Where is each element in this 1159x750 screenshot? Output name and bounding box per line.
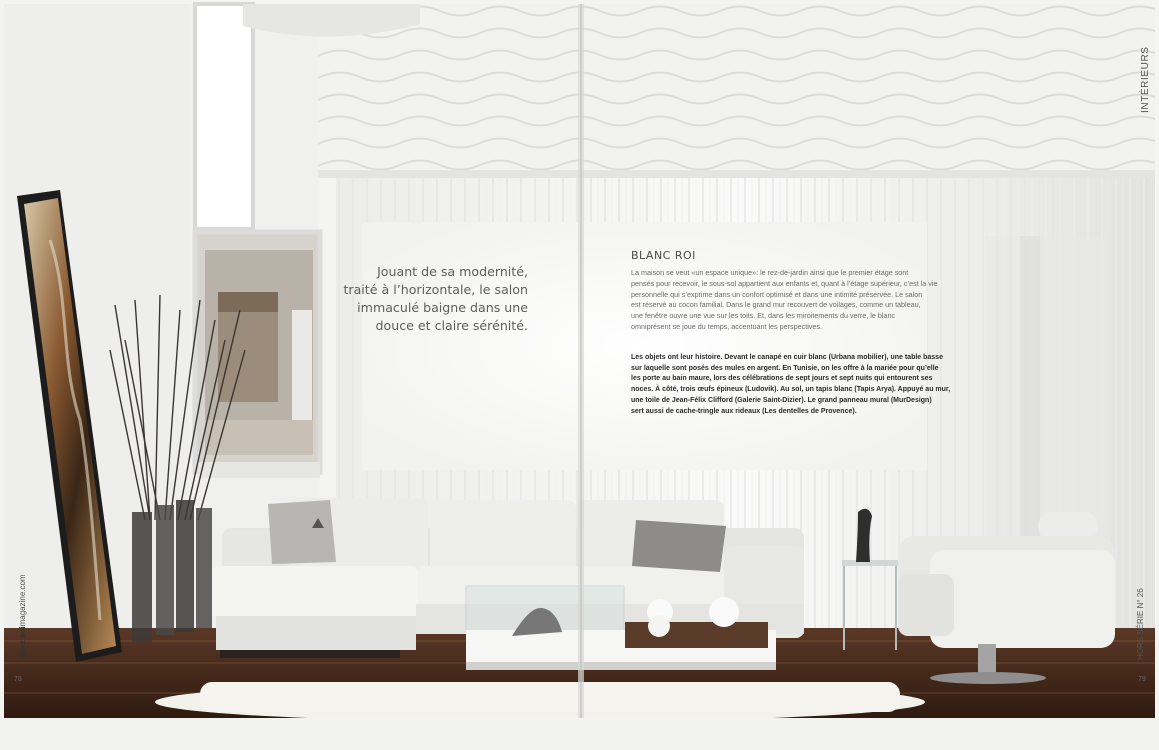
article-paragraph-intro bbox=[631, 268, 951, 333]
page-number-right: 79 bbox=[1138, 676, 1146, 683]
paragraph-line: sert aussi de cache-tringle aux rideaux (Les dentelles de Provence). bbox=[631, 407, 857, 415]
issue-series: HORS SÉRIE N° 26 bbox=[1136, 588, 1145, 660]
paragraph-line: est réservé au cocon familial. Dans le grand mur recouvert de voilages, comme un tableau, bbox=[631, 300, 921, 310]
pull-quote-line: Jouant de sa modernité, bbox=[377, 264, 528, 279]
article-heading: BLANC ROI bbox=[631, 249, 696, 262]
pull-quote-line: immaculé baigne dans une bbox=[357, 300, 528, 315]
paragraph-line: pensés pour recevoir, le sous-sol appartient aux enfants et, quant à l’étage supérieur, c’est la vie bbox=[631, 278, 938, 288]
website-domain: magazine.com bbox=[18, 574, 27, 627]
paragraph-line: une toile de Jean-Félix Clifford (Galerie Saint-Dizier). Le grand panneau mural (MurDesign) bbox=[631, 396, 932, 404]
paragraph-line: noces. À côté, trois œufs épineux (Ludovik). Au sol, un tapis blanc (Tapis Arya). Appuyé au mur, bbox=[631, 386, 951, 394]
section-rubric: INTÉRIEURS bbox=[1140, 46, 1151, 113]
article-block bbox=[631, 249, 951, 418]
paragraph-line: les porte au bain maure, lors des célébrations de sept jours et sept nuits qui entourent ses bbox=[631, 375, 933, 383]
magazine-website bbox=[18, 574, 27, 658]
paragraph-line: sur laquelle sont posés des mules en argent. En Tunisie, on les offre à la mariée pour qu’elle bbox=[631, 364, 939, 372]
paragraph-line: omniprésent se joue du temps, accentuant les perspectives. bbox=[631, 321, 822, 331]
article-paragraph-credits bbox=[631, 353, 951, 418]
page-number-left: 78 bbox=[14, 676, 22, 683]
website-brand: chez soi bbox=[18, 626, 27, 658]
paragraph-line: Les objets ont leur histoire. Devant le canapé en cuir blanc (Urbana mobilier), une table basse bbox=[631, 353, 943, 361]
pull-quote-line: traité à l’horizontale, le salon bbox=[343, 282, 528, 297]
paragraph-line: une fenêtre ouvre une vue sur les toits. Et, dans les miroitements du verre, le blanc bbox=[631, 311, 896, 321]
paragraph-line: La maison se veut «un espace unique»: le rez-de-jardin ainsi que le premier étage sont bbox=[631, 268, 909, 277]
pull-quote bbox=[340, 263, 528, 335]
pull-quote-line: douce et claire sérénité. bbox=[375, 318, 528, 333]
paragraph-line: personnelle qui s’exprime dans un confort optimisé et dans une intimité préservée. Le salon bbox=[631, 289, 923, 299]
